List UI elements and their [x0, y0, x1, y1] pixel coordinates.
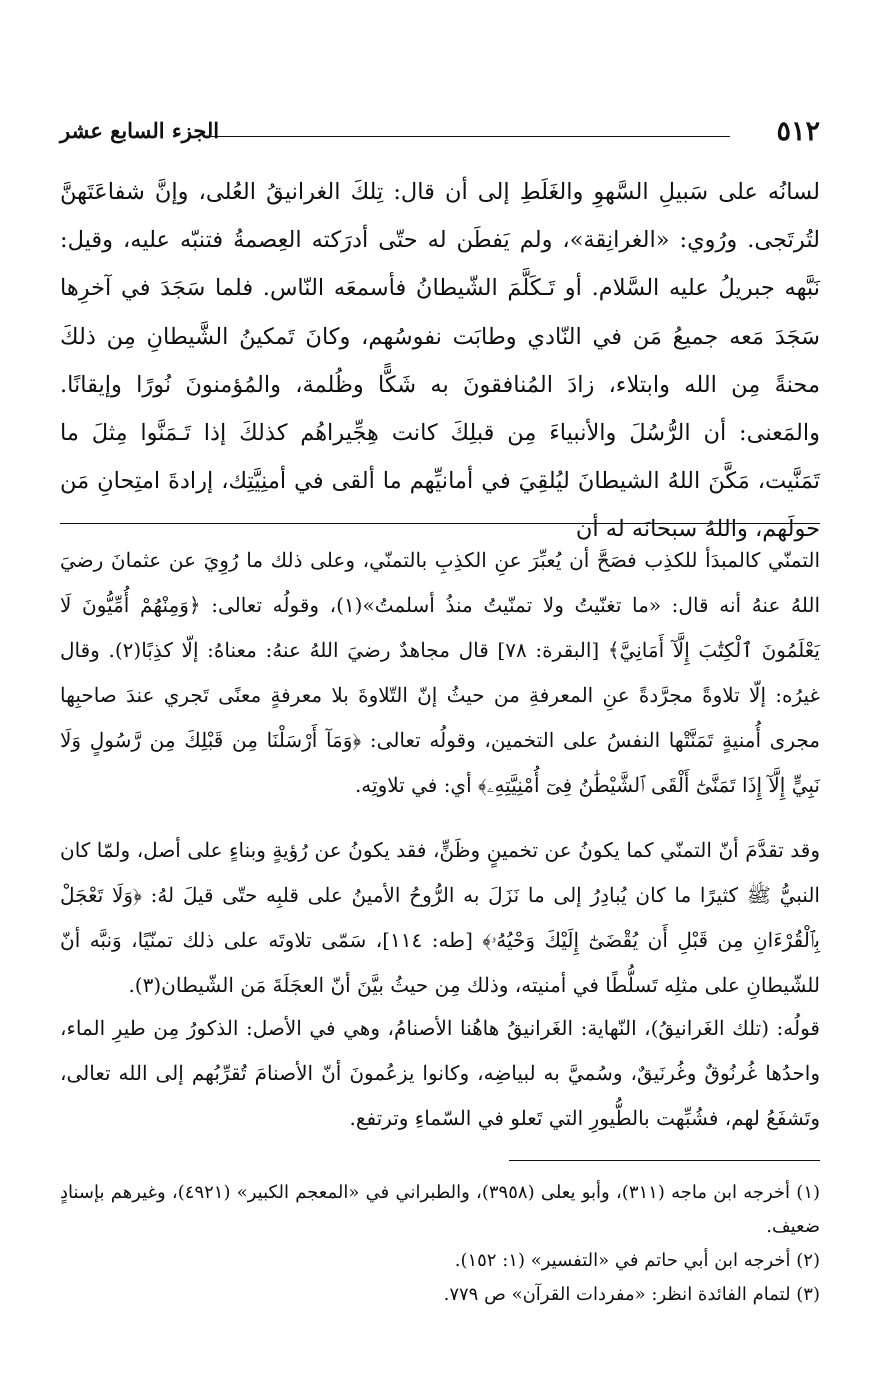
page-header [60, 112, 820, 152]
footnotes [60, 1176, 820, 1312]
running-title: الجزء السابع عشر [60, 118, 220, 143]
footnote-rule [509, 1160, 820, 1161]
page-number: ٥١٢ [776, 116, 820, 147]
footnote-3: (٣) لتمام الفائدة انظر: «مفردات القرآن» ص ٧٧٩. [443, 1284, 820, 1305]
commentary-paragraph-1: التمنّي كالمبدَأ للكذِب فصَحَّ أن يُعبِّرَ عنِ الكذِبِ بالتمنّي، وعلى ذلك ما رُوِيَ عن عثمانَ رضيَ اللهُ عنهُ أنه قال: «ما تغنّيتُ ولا تمنّيتُ منذُ أسلمتُ»(١)، وقولُه تعالى: ﴿وَمِنْهُمْ أُمِّيُّونَ لَا يَعْلَمُونَ ٱلْكِتَٰبَ إِلَّآ أَمَانِيَّ﴾ [البقرة: ٧٨] قال مجاهدٌ رضيَ اللهُ عنهُ: معناهُ: إلّا كذِبًا(٢). وقال غيرُه: إلّا تلاوةً مجرَّدةً عنِ المعرفةِ من حيثُ إنّ التّلاوةَ بلا معرفةٍ معنًى تَجري عندَ صاحبِها مجرى أُمنيةٍ تَمَنَّتْها النفسُ على التخمين، وقولُه تعالى: ﴿وَمَآ أَرْسَلْنَا مِن قَبْلِكَ مِن رَّسُولٍ وَلَا نَبِيٍّ إِلَّآ إِذَا تَمَنَّىٰٓ أَلْقَى ٱلشَّيْطَٰنُ فِىٓ أُمْنِيَّتِهِۦ﴾ أي: في تلاوتِه. [60, 548, 820, 797]
footnote-2: (٢) أخرجه ابن أبي حاتم في «التفسير» (١: ١٥٢). [454, 1250, 820, 1271]
text-divider [60, 523, 820, 524]
commentary-paragraph-3: قولُه: (تلك الغَرانيقُ)، النّهاية: الغَرانيقُ هاهُنا الأصنامُ، وهي في الأصل: الذكورُ مِن طيرِ الماء، واحدُها غُرنُوقٌ وغُرنَيقٌ، وسُميَّ به لبياضِه، وكانوا يزعُمونَ أنّ الأصنامَ تُقرِّبُهم إلى الله تعالى، وتَشفَعُ لهم، فشُبِّهت بالطُّيورِ التي تَعلو في السّماءِ وترتفع. [60, 1016, 820, 1130]
commentary-paragraph-2: وقد تقدَّمَ أنّ التمنّي كما يكونُ عن تخمينٍ وظَنٍّ، فقد يكونُ عن رُؤيةٍ وبناءٍ على أصل، ولمّا كان النبيُّ ﷺ كثيرًا ما كان يُبادِرُ إلى ما نَزَلَ به الرُّوحُ الأمينُ على قلبِه حتّى قيلَ لهُ: ﴿وَلَا تَعْجَلْ بِٱلْقُرْءَانِ مِن قَبْلِ أَن يُقْضَىٰٓ إِلَيْكَ وَحْيُهُۥ﴾ [طه: ١١٤]، سَمّى تلاوتَه على ذلك تمنّيًا، وَنبَّه أنّ للشّيطانِ على مثلِه تَسلُّطًا في أمنيته، وذلك مِن حيثُ بيَّنَ أنّ العجَلَةَ مَن الشّيطان(٣). [60, 838, 820, 997]
header-rule [210, 136, 730, 137]
main-text: لسانُه على سَبيلِ السَّهوِ والغَلَطِ إلى أن قال: تِلكَ الغرانيقُ العُلى، وإنَّ شفاعَتَهنَّ لتُرتَجى. ورُوي: «الغرانِقة»، ولم يَفطَن له حتّى أدرَكته العِصمةُ فتنبّه عليه، وقيل: نَبَّهه جبريلُ عليه السَّلام. أو تَـكَلَّمَ الشّيطانُ فأسمعَه النّاس. فلما سَجَدَ في آخرِها سَجَدَ مَعه جميعُ مَن في النّادي وطابَت نفوسُهم، وكانَ تَمكينُ الشَّيطانِ مِن ذلكَ محنةً مِن الله وابتلاء، زادَ المُنافقونَ به شَكًّا وظُلمة، والمُؤمنونَ نُورًا وإيقانًا. والمَعنى: أن الرُّسُلَ والأنبياءَ مِن قبلِكَ كانت هِجِّيراهُم كذلكَ إذا تَـمَنَّوا مِثلَ ما تَمَنَّيت، مَكَّنَ اللهُ الشيطانَ ليُلقِيَ في أمانيِّهم ما ألقى في أمنِيَّتِك، إرادةَ امتِحانِ مَن حولَهم، واللهُ سبحانَه له أن [60, 179, 820, 543]
footnote-1: (١) أخرجه ابن ماجه (٣١١)، وأبو يعلى (٣٩٥٨)، والطبراني في «المعجم الكبير» (٤٩٢١)، وغيرهم بإسنادٍ ضعيف. [60, 1182, 821, 1237]
